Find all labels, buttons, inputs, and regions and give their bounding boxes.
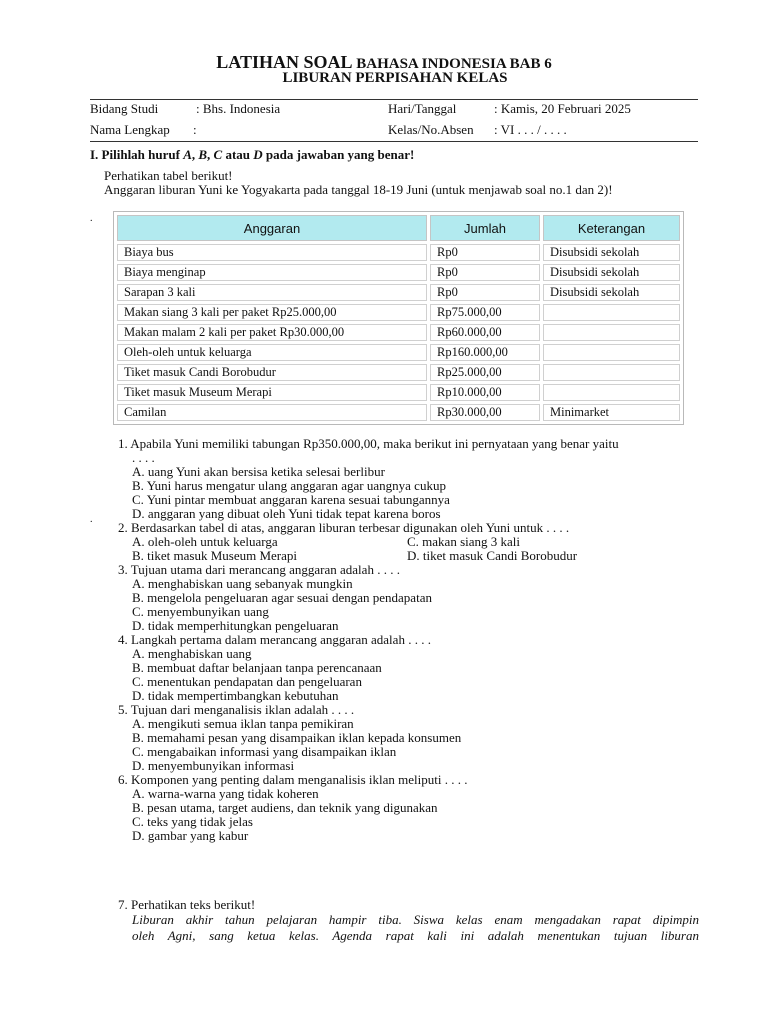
kelas-label: Kelas/No.Absen	[388, 122, 474, 137]
option-4b: B. membuat daftar belanjaan tanpa perencanaan	[132, 660, 382, 675]
cell-jumlah: Rp0	[430, 244, 540, 261]
cell-jumlah: Rp30.000,00	[430, 404, 540, 421]
option-6b: B. pesan utama, target audiens, dan teknik yang digunakan	[132, 800, 438, 815]
budget-table	[113, 211, 684, 425]
header-anggaran: Anggaran	[117, 215, 427, 241]
cell-anggaran: Sarapan 3 kali	[117, 284, 427, 301]
question-6: 6. Komponen yang penting dalam menganalisis iklan meliputi . . . .	[118, 772, 468, 787]
question-5: 5. Tujuan dari menganalisis iklan adalah . . . .	[118, 702, 355, 717]
cell-anggaran: Tiket masuk Museum Merapi	[117, 384, 427, 401]
header-jumlah: Jumlah	[430, 215, 540, 241]
option-5b: B. memahami pesan yang disampaikan iklan kepada konsumen	[132, 730, 462, 745]
question-1: 1. Apabila Yuni memiliki tabungan Rp350.000,00, maka berikut ini pernyataan yang benar yaitu	[118, 436, 619, 451]
cell-anggaran: Tiket masuk Candi Borobudur	[117, 364, 427, 381]
option-5c: C. mengabaikan informasi yang disampaikan iklan	[132, 744, 397, 759]
stray-dot: .	[90, 514, 93, 525]
cell-keterangan: Disubsidi sekolah	[543, 284, 680, 301]
table-row	[117, 304, 680, 321]
cell-keterangan	[543, 364, 680, 381]
kelas-value: : VI . . . / . . . .	[494, 122, 567, 137]
option-4a: A. menghabiskan uang	[132, 646, 252, 661]
info-rule	[90, 141, 698, 142]
cell-anggaran: Oleh-oleh untuk keluarga	[117, 344, 427, 361]
table-row	[117, 244, 680, 261]
table-row	[117, 284, 680, 301]
table-row	[117, 404, 680, 421]
bidang-label: Bidang Studi	[90, 101, 159, 116]
option-2b: B. tiket masuk Museum Merapi	[132, 548, 298, 563]
cell-keterangan: Disubsidi sekolah	[543, 244, 680, 261]
option-3b: B. mengelola pengeluaran agar sesuai dengan pendapatan	[132, 590, 432, 605]
option-4d: D. tidak mempertimbangkan kebutuhan	[132, 688, 339, 703]
cell-jumlah: Rp0	[430, 284, 540, 301]
cell-anggaran: Camilan	[117, 404, 427, 421]
option-1d: D. anggaran yang dibuat oleh Yuni tidak tepat karena boros	[132, 506, 441, 521]
cell-anggaran: Makan malam 2 kali per paket Rp30.000,00	[117, 324, 427, 341]
title-part1: LATIHAN SOAL	[216, 52, 353, 72]
table-row	[117, 364, 680, 381]
option-5d: D. menyembunyikan informasi	[132, 758, 295, 773]
option-1c: C. Yuni pintar membuat anggaran karena sesuai tabungannya	[132, 492, 450, 507]
option-6c: C. teks yang tidak jelas	[132, 814, 253, 829]
hari-value: : Kamis, 20 Februari 2025	[494, 101, 631, 116]
table-header-row	[117, 215, 680, 241]
option-3d: D. tidak memperhitungkan pengeluaran	[132, 618, 339, 633]
header-keterangan: Keterangan	[543, 215, 680, 241]
option-3a: A. menghabiskan uang sebanyak mungkin	[132, 576, 353, 591]
option-4c: C. menentukan pendapatan dan pengeluaran	[132, 674, 362, 689]
cell-jumlah: Rp160.000,00	[430, 344, 540, 361]
option-6a: A. warna-warna yang tidak koheren	[132, 786, 319, 801]
option-6d: D. gambar yang kabur	[132, 828, 249, 843]
question-3: 3. Tujuan utama dari merancang anggaran adalah . . . .	[118, 562, 400, 577]
intro-line-2: Anggaran liburan Yuni ke Yogyakarta pada tanggal 18-19 Juni (untuk menjawab soal no.1 dan 2)!	[104, 182, 613, 197]
passage-line-1: Liburan akhir tahun pelajaran hampir tiba. Siswa kelas enam mengadakan rapat dipimpin	[132, 912, 699, 927]
question-2: 2. Berdasarkan tabel di atas, anggaran liburan terbesar digunakan oleh Yuni untuk . . . .	[118, 520, 570, 535]
bidang-value: : Bhs. Indonesia	[196, 101, 281, 116]
cell-jumlah: Rp25.000,00	[430, 364, 540, 381]
option-2a: A. oleh-oleh untuk keluarga	[132, 534, 278, 549]
cell-keterangan: Disubsidi sekolah	[543, 264, 680, 281]
cell-jumlah: Rp75.000,00	[430, 304, 540, 321]
table-row	[117, 324, 680, 341]
stray-dot: .	[90, 213, 93, 224]
question-1-continuation: . . . .	[132, 450, 155, 465]
section-instruction: I. Pilihlah huruf A, B, C atau D pada jawaban yang benar!	[90, 147, 415, 162]
header-rule	[90, 99, 698, 100]
option-2d: D. tiket masuk Candi Borobudur	[407, 548, 578, 563]
cell-keterangan: Minimarket	[543, 404, 680, 421]
passage-line-2: oleh Agni, sang ketua kelas. Agenda rapat kali ini adalah menentukan tujuan liburan	[132, 928, 699, 943]
option-1b: B. Yuni harus mengatur ulang anggaran agar uangnya cukup	[132, 478, 446, 493]
document-subtitle: LIBURAN PERPISAHAN KELAS	[282, 70, 508, 86]
cell-keterangan	[543, 324, 680, 341]
nama-value: :	[193, 122, 197, 137]
title-part2: BAHASA INDONESIA BAB 6	[352, 56, 552, 72]
cell-keterangan	[543, 384, 680, 401]
intro-line-1: Perhatikan tabel berikut!	[104, 168, 233, 183]
cell-keterangan	[543, 304, 680, 321]
option-3c: C. menyembunyikan uang	[132, 604, 269, 619]
hari-label: Hari/Tanggal	[388, 101, 457, 116]
option-1a: A. uang Yuni akan bersisa ketika selesai berlibur	[132, 464, 385, 479]
option-2c: C. makan siang 3 kali	[407, 534, 521, 549]
cell-anggaran: Biaya bus	[117, 244, 427, 261]
cell-jumlah: Rp0	[430, 264, 540, 281]
question-7: 7. Perhatikan teks berikut!	[118, 897, 256, 912]
cell-jumlah: Rp60.000,00	[430, 324, 540, 341]
cell-jumlah: Rp10.000,00	[430, 384, 540, 401]
table-row	[117, 344, 680, 361]
question-4: 4. Langkah pertama dalam merancang anggaran adalah . . . .	[118, 632, 431, 647]
nama-label: Nama Lengkap	[90, 122, 170, 137]
option-5a: A. mengikuti semua iklan tanpa pemikiran	[132, 716, 354, 731]
cell-anggaran: Makan siang 3 kali per paket Rp25.000,00	[117, 304, 427, 321]
table-row	[117, 384, 680, 401]
cell-keterangan	[543, 344, 680, 361]
cell-anggaran: Biaya menginap	[117, 264, 427, 281]
table-row	[117, 264, 680, 281]
